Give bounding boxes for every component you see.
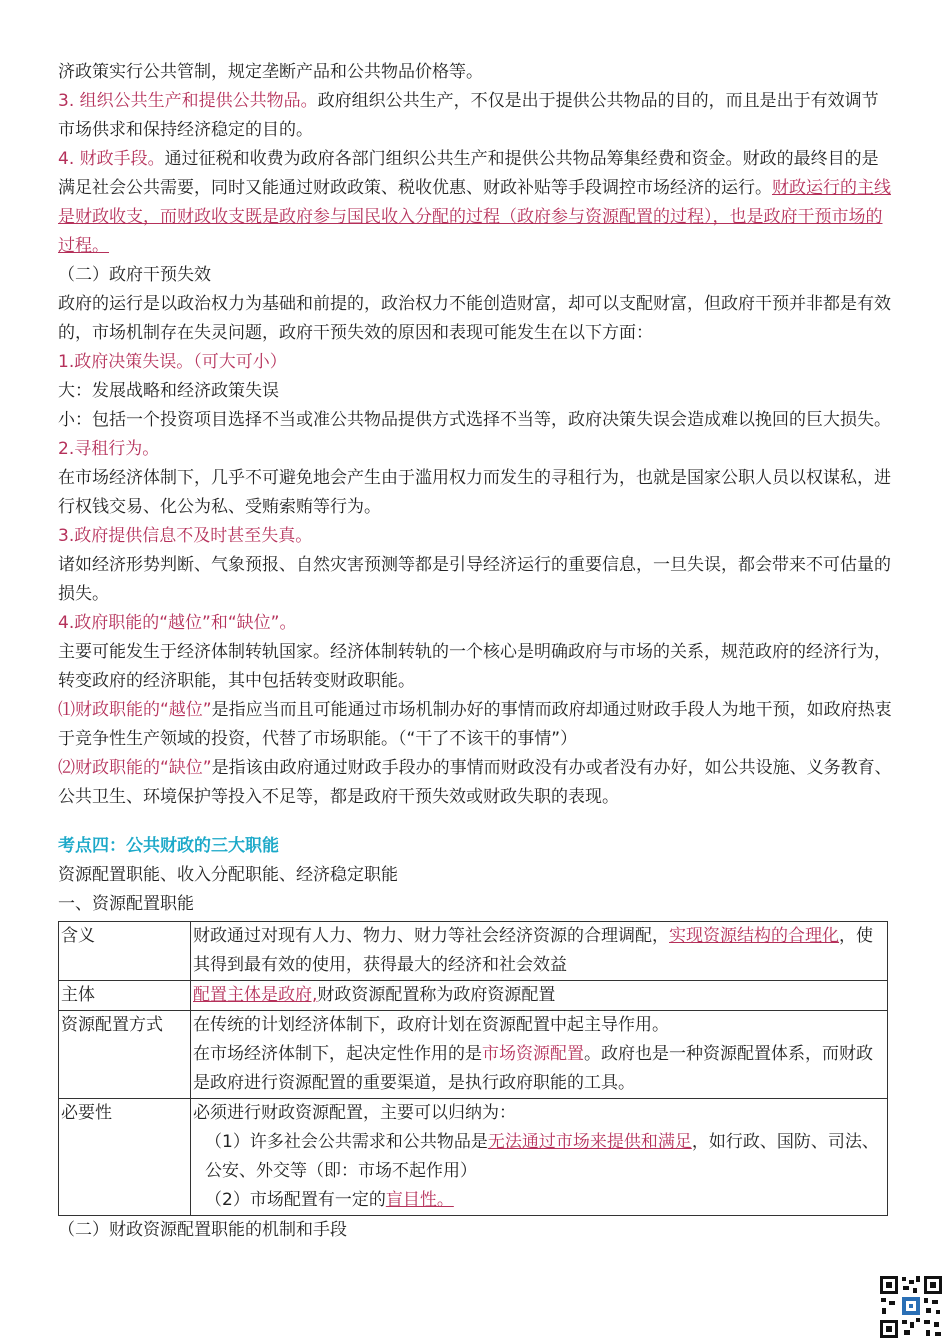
paragraph: 诸如经济形势判断、气象预报、自然灾害预测等都是引导经济运行的重要信息，一旦失误，都会带来不可估量的损失。	[58, 555, 891, 604]
item-title: 财政手段。	[79, 149, 165, 169]
item-number: 4.	[58, 149, 80, 169]
text-line	[193, 1128, 885, 1186]
item-number: 3.	[58, 91, 80, 111]
paragraph	[58, 754, 894, 812]
text: 财政通过对现有人力、物力、财力等社会经济资源的合理调配，	[193, 926, 669, 946]
text: （1）许多社会公共需求和公共物品是	[205, 1132, 488, 1152]
item-4	[58, 145, 894, 261]
row-key: 含义	[59, 922, 191, 981]
text-line: 在传统的计划经济体制下，政府计划在资源配置中起主导作用。	[193, 1015, 669, 1035]
underlined-highlight: 实现资源结构的合理化	[669, 926, 839, 946]
text-line: 必须进行财政资源配置，主要可以归纳为：	[193, 1103, 516, 1123]
red-term: ⑵财政职能的“缺位”	[58, 758, 212, 778]
row-value	[191, 922, 888, 981]
row-value	[191, 1099, 888, 1216]
paragraph	[58, 696, 894, 754]
document-page	[58, 58, 894, 1245]
text: ，使其得到最有效的使用，获得最大的经济和社会效益	[193, 926, 873, 975]
section-heading: （二）政府干预失效	[58, 265, 211, 285]
failure-1-title: 1.政府决策失误。（可大可小）	[58, 352, 287, 372]
spacer	[58, 812, 894, 832]
failure-4-title: 4.政府职能的“越位”和“缺位”。	[58, 613, 297, 633]
paragraph: 政府的运行是以政治权力为基础和前提的，政治权力不能创造财富，却可以支配财富，但政府干预并非都是有效的，市场机制存在失灵问题，政府干预失效的原因和表现可能发生在以下方面：	[58, 294, 891, 343]
failure-3-title: 3.政府提供信息不及时甚至失真。	[58, 526, 313, 546]
underlined-highlight: 无法通过市场来提供和满足	[487, 1132, 692, 1152]
underlined-highlight: 财政运行的主线是财政收支，而财政收支既是政府参与国民收入分配的过程（政府参与资源配置的过程），也是政府干预市场的过程。	[58, 178, 891, 256]
text-line	[193, 1040, 885, 1098]
text: 在市场经济体制下，起决定性作用的是	[193, 1044, 482, 1064]
paragraph: 在市场经济体制下，几乎不可避免地会产生由于滥用权力而发生的寻租行为，也就是国家公职人员以权谋私，进行权钱交易、化公为私、受贿索贿等行为。	[58, 468, 891, 517]
paragraph: 大：发展战略和经济政策失误	[58, 381, 279, 401]
text: ，如行政、国防、司法、公安、外交等（即：市场不起作用）	[205, 1132, 879, 1181]
text: （2）市场配置有一定的	[205, 1190, 386, 1210]
row-key: 必要性	[59, 1099, 191, 1216]
table-row	[59, 981, 888, 1011]
key-point-heading: 考点四：公共财政的三大职能	[58, 836, 279, 856]
table-row	[59, 1011, 888, 1099]
text: 财政资源配置称为政府资源配置	[317, 985, 556, 1005]
resource-allocation-table	[58, 921, 888, 1216]
row-key: 资源配置方式	[59, 1011, 191, 1099]
text: 是指应当而且可能通过市场机制办好的事情而政府却通过财政手段人为地干预，如政府热衷于竞争性生产领域的投资，代替了市场职能。（“干了不该干的事情”）	[58, 700, 892, 749]
row-value	[191, 1011, 888, 1099]
text-line	[193, 1186, 885, 1215]
failure-2-title: 2.寻租行为。	[58, 439, 160, 459]
qr-code-icon	[878, 1274, 944, 1340]
item-text: 通过征税和收费为政府各部门组织公共生产和提供公共物品筹集经费和资金。财政的最终目的是满足社会公共需要，同时又能通过财政政策、税收优惠、财政补贴等手段调控市场经济的运行。	[58, 149, 879, 198]
item-text: 政府组织公共生产，不仅是出于提供公共物品的目的，而且是出于有效调节市场供求和保持经济稳定的目的。	[58, 91, 879, 140]
sub-heading: 一、资源配置职能	[58, 894, 194, 914]
underlined-highlight: 盲目性。	[385, 1190, 454, 1210]
red-term: 市场资源配置	[482, 1044, 584, 1064]
text: 是指该由政府通过财政手段办的事情而财政没有办或者没有办好，如公共设施、义务教育、公共卫生、环境保护等投入不足等，都是政府干预失效或财政失职的表现。	[58, 758, 892, 807]
paragraph: 小：包括一个投资项目选择不当或准公共物品提供方式选择不当等，政府决策失误会造成难以挽回的巨大损失。	[58, 410, 891, 430]
table-row	[59, 1099, 888, 1216]
item-3	[58, 87, 894, 145]
underlined-highlight: 配置主体是政府,	[193, 985, 318, 1005]
paragraph: 资源配置职能、收入分配职能、经济稳定职能	[58, 865, 398, 885]
item-title: 组织公共生产和提供公共物品。	[79, 91, 318, 111]
red-term: ⑴财政职能的“越位”	[58, 700, 212, 720]
section-heading: （二）财政资源配置职能的机制和手段	[58, 1220, 347, 1240]
row-value	[191, 981, 888, 1011]
text: 。政府也是一种资源配置体系，而财政是政府进行资源配置的重要渠道，是执行政府职能的工具。	[193, 1044, 873, 1093]
paragraph: 主要可能发生于经济体制转轨国家。经济体制转轨的一个核心是明确政府与市场的关系，规范政府的经济行为，转变政府的经济职能，其中包括转变财政职能。	[58, 642, 891, 691]
row-key: 主体	[59, 981, 191, 1011]
paragraph: 济政策实行公共管制，规定垄断产品和公共物品价格等。	[58, 62, 483, 82]
table-row	[59, 922, 888, 981]
